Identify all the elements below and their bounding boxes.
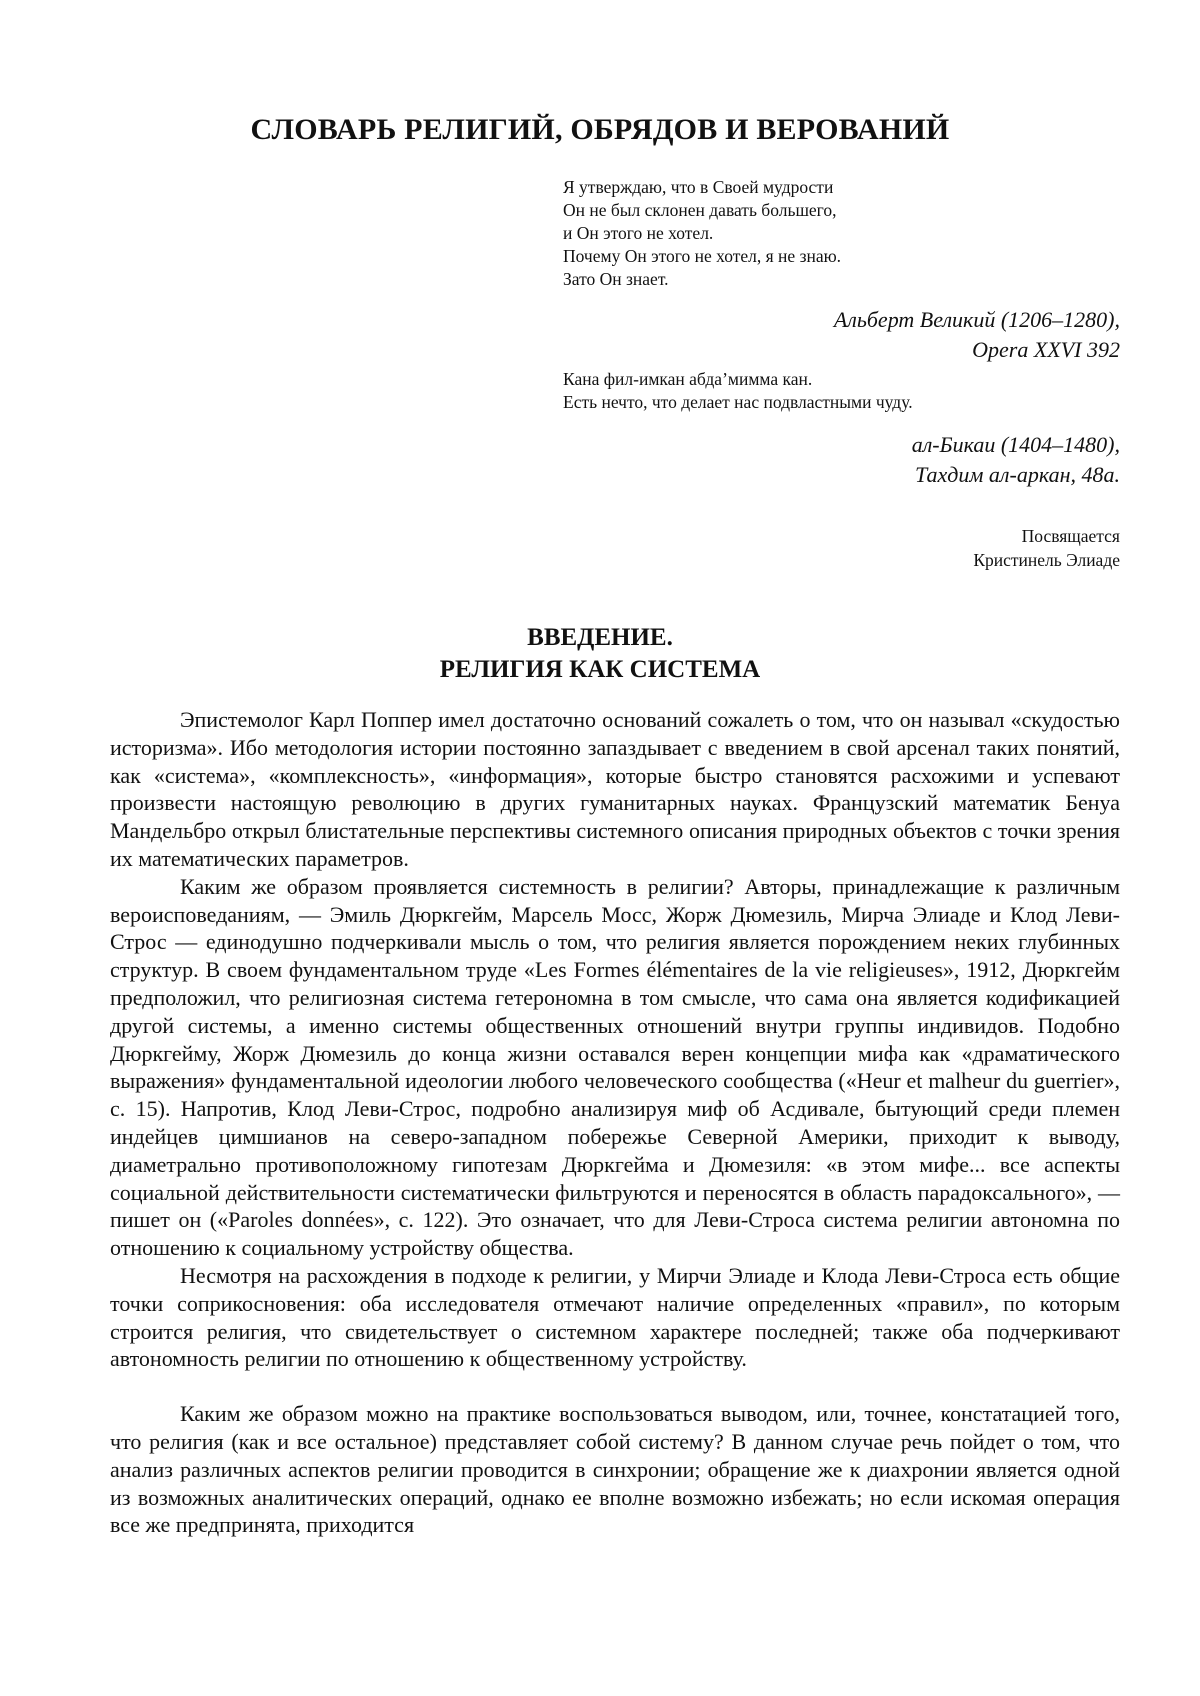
- dedication-line: Посвящается: [1021, 526, 1120, 546]
- heading-line: РЕЛИГИЯ КАК СИСТЕМА: [439, 656, 761, 683]
- epigraph-line: Он не был склонен давать большего,: [563, 200, 837, 220]
- paragraph: Каким же образом можно на практике воспользоваться выводом, или, точнее, констатацией того, что религия (как и все остальное) представляет собой систему? В данном случае речь пойдет о том, что анализ различных аспектов религии проводится в синхронии; обращение же к диахронии является одной из возможных аналитических операций, однако ее вполне возможно избежать; но если искомая операция все же предпринята, приходится: [110, 1401, 1120, 1538]
- epigraph-line: Кана фил-имкан абда’мимма кан.: [563, 369, 813, 389]
- attribution-line: Тахдим ал-аркан, 48а.: [915, 462, 1120, 487]
- epigraph-line: Есть нечто, что делает нас подвластными чуду.: [563, 392, 913, 412]
- attribution-line: Альберт Великий (1206–1280),: [833, 307, 1120, 332]
- heading-line: ВВЕДЕНИЕ.: [527, 624, 673, 651]
- epigraph-line: Зато Он знает.: [563, 269, 669, 289]
- dedication: [973, 524, 1120, 572]
- document-title: СЛОВАРЬ РЕЛИГИЙ, ОБРЯДОВ И ВЕРОВАНИЙ: [250, 113, 950, 146]
- paragraph: Эпистемолог Карл Поппер имел достаточно оснований сожалеть о том, что он называл «скудостью историзма». Ибо методология истории постоянно запаздывает с введением в свой арсенал таких понятий, как «система», «комплексность», «информация», которые быстро становятся расхожими и успевают произвести настоящую революцию в других гуманитарных науках. Французский математик Бенуа Мандельбро открыл блистательные перспективы системного описания природных объектов с точки зрения их математических параметров.: [110, 707, 1120, 871]
- paragraph: Каким же образом проявляется системность в религии? Авторы, принадлежащие к различным вероисповеданиям, — Эмиль Дюркгейм, Марсель Мосс, Жорж Дюмезиль, Мирча Элиаде и Клод Леви-Строс — единодушно подчеркивали мысль о том, что религия является порождением неких глубинных структур. В своем фундаментальном труде «Les Formes élémentaires de la vie religieuses», 1912, Дюркгейм предположил, что религиозная система гетерономна в том смысле, что сама она является кодификацией другой системы, а именно системы общественных отношений внутри группы индивидов. Подобно Дюркгейму, Жорж Дюмезиль до конца жизни оставался верен концепции мифа как «драматического выражения» фундаментальной идеологии любого человеческого сообщества («Heur et malheur du guerrier», с. 15). Напротив, Клод Леви-Строс, подробно анализируя миф об Асдивале, бытующий среди племен индейцев цимшианов на северо-западном побережье Северной Америки, приходит к выводу, диаметрально противоположному гипотезам Дюркгейма и Дюмезиля: «в этом мифе... все аспекты социальной действительности систематически фильтруются и переносятся в область парадоксального», — пишет он («Paroles données», с. 122). Это означает, что для Леви-Строса система религии автономна по отношению к социальному устройству общества.: [110, 873, 1120, 1261]
- dedication-line: Кристинель Элиаде: [973, 550, 1120, 570]
- body-text: [110, 706, 1120, 1539]
- epigraph-line: Почему Он этого не хотел, я не знаю.: [563, 246, 842, 266]
- epigraph-line: Я утверждаю, что в Своей мудрости: [563, 177, 834, 197]
- epigraph-line: и Он этого не хотел.: [563, 223, 714, 243]
- attribution-line: ал-Бикаи (1404–1480),: [911, 432, 1120, 457]
- attribution-line: Opera XXVI 392: [972, 337, 1120, 362]
- epigraph-attribution-albert: [834, 305, 1120, 365]
- paragraph: Несмотря на расхождения в подходе к религии, у Мирчи Элиаде и Клода Леви-Строса есть общие точки соприкосновения: оба исследователя отмечают наличие определенных «правил», по которым строится религия, что свидетельствует о системном характере последней; также оба подчеркивают автономность религии по отношению к общественному устройству.: [110, 1262, 1120, 1372]
- epigraph-albert: [563, 176, 1123, 291]
- epigraph-attribution-bikai: [912, 430, 1120, 490]
- section-heading: [0, 622, 1200, 686]
- epigraph-bikai: [563, 368, 1123, 414]
